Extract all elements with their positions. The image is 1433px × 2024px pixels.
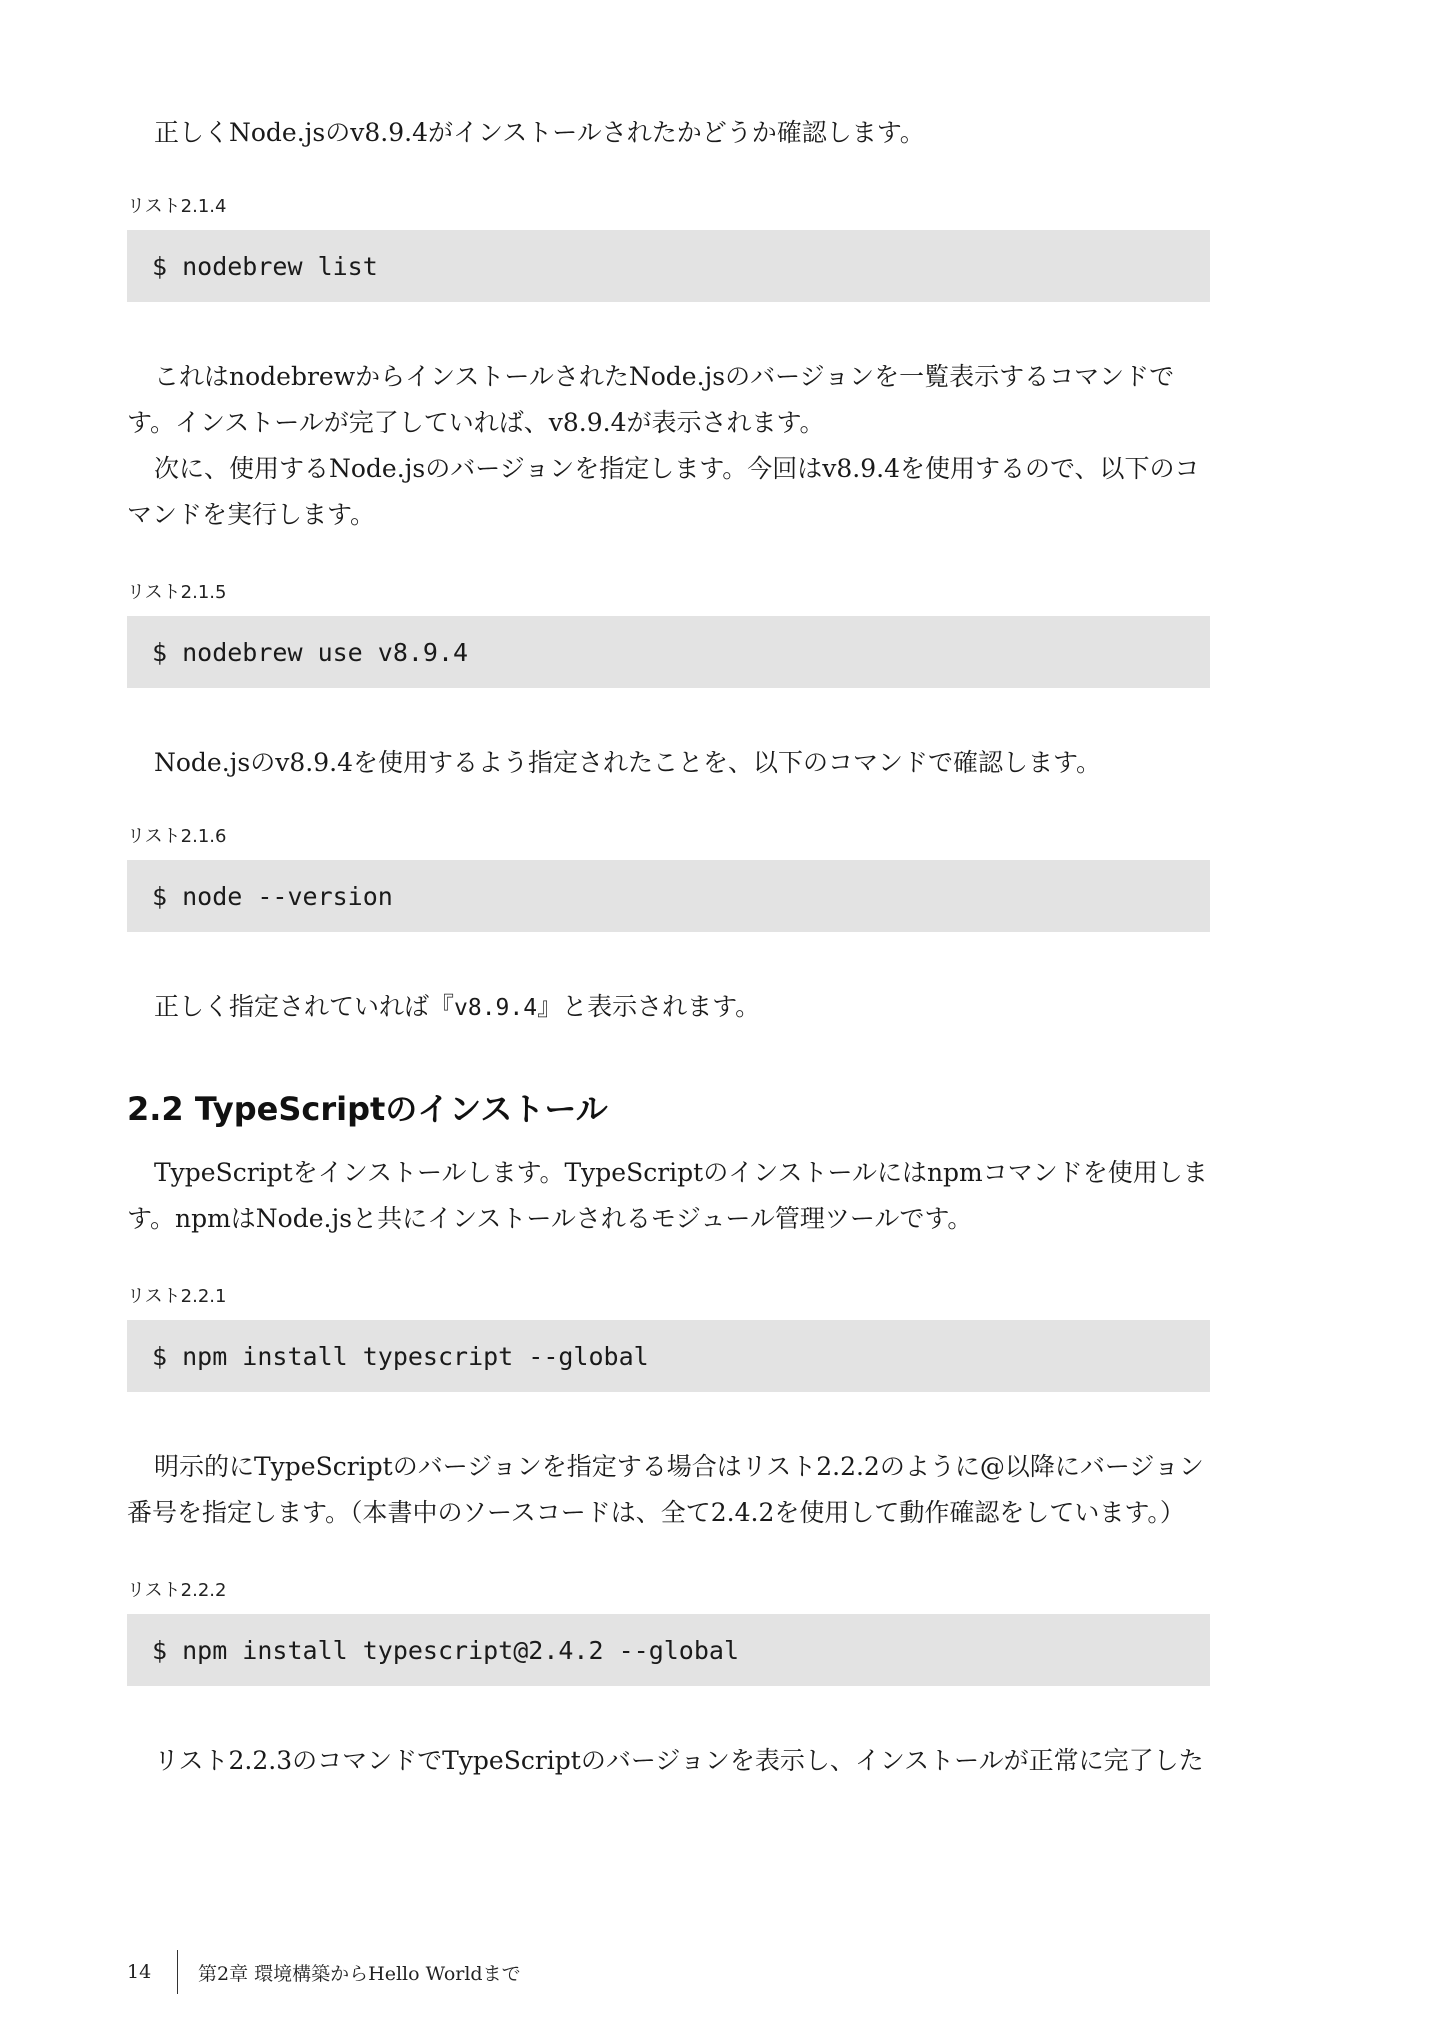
paragraph-text-before: 正しく指定されていれば『 <box>154 992 455 1021</box>
listing-label-2-1-4: リスト2.1.4 <box>127 196 227 217</box>
paragraph-expected-output <box>127 984 1210 1031</box>
paragraph-nodebrew-list: これはnodebrewからインストールされたNode.jsのバージョンを一覧表示するコマンドです。インストールが完了していれば、v8.9.4が表示されます。 <box>127 362 1175 437</box>
paragraph-install-typescript: TypeScriptをインストールします。TypeScriptのインストールにはnpmコマンドを使用します。npmはNode.jsと共にインストールされるモジュール管理ツールです。 <box>127 1158 1208 1233</box>
listing-label-2-1-6: リスト2.1.6 <box>127 826 227 847</box>
paragraph-specify-version: 次に、使用するNode.jsのバージョンを指定します。今回はv8.9.4を使用するので、以下のコマンドを実行します。 <box>127 454 1200 529</box>
paragraph-text-after: 』と表示されます。 <box>537 992 761 1021</box>
paragraph-show-version: リスト2.2.3のコマンドでTypeScriptのバージョンを表示し、インストールが正常に完了した <box>154 1746 1204 1775</box>
code-block-2-2-2: $ npm install typescript@2.4.2 --global <box>127 1614 1210 1686</box>
code-block-2-1-6: $ node --version <box>127 860 1210 932</box>
listing-label-2-2-1: リスト2.2.1 <box>127 1286 227 1307</box>
paragraph-explicit-version: 明示的にTypeScriptのバージョンを指定する場合はリスト2.2.2のように@以降にバージョン番号を指定します。（本書中のソースコードは、全て2.4.2を使用して動作確認をしています。） <box>127 1452 1204 1527</box>
paragraph-confirm-version: Node.jsのv8.9.4を使用するよう指定されたことを、以下のコマンドで確認します。 <box>154 748 1101 777</box>
inline-code-version: v8.9.4 <box>454 995 538 1021</box>
code-block-2-2-1: $ npm install typescript --global <box>127 1320 1210 1392</box>
listing-label-2-2-2: リスト2.2.2 <box>127 1580 227 1601</box>
page-number: 14 <box>127 1961 152 1983</box>
listing-label-2-1-5: リスト2.1.5 <box>127 582 227 603</box>
section-heading: 2.2 TypeScriptのインストール <box>127 1090 608 1128</box>
code-block-2-1-4: $ nodebrew list <box>127 230 1210 302</box>
paragraph-confirm-install: 正しくNode.jsのv8.9.4がインストールされたかどうか確認します。 <box>154 118 925 147</box>
code-block-2-1-5: $ nodebrew use v8.9.4 <box>127 616 1210 688</box>
footer-divider <box>177 1950 178 1994</box>
chapter-title: 第2章 環境構築からHello Worldまで <box>198 1962 521 1985</box>
page-footer <box>127 1950 521 1994</box>
